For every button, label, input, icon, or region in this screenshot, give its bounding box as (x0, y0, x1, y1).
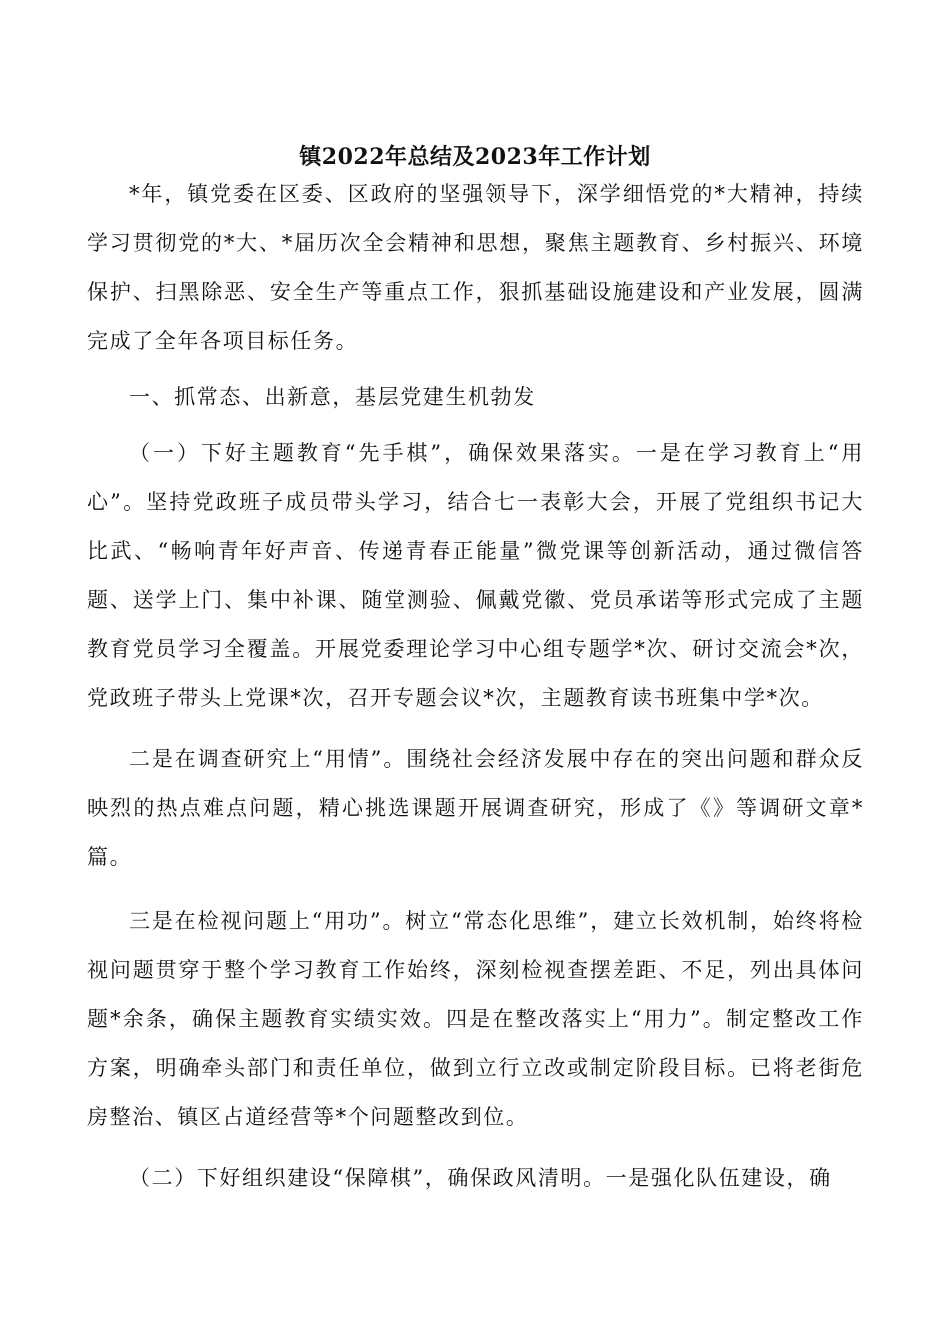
document-title: 镇2022年总结及2023年工作计划 (299, 144, 651, 170)
paragraph-research: 二是在调查研究上“用情”。围绕社会经济发展中存在的突出问题和群众反映烈的热点难点问题，精心挑选课题开展调查研究，形成了《》等调研文章*篇。 (87, 747, 864, 869)
paragraph-intro: *年，镇党委在区委、区政府的坚强领导下，深学细悟党的*大精神，持续学习贯彻党的*大、*届历次全会精神和思想，聚焦主题教育、乡村振兴、环境保护、扫黑除恶、安全生产等重点工作，狠抓基础设施建设和产业发展，圆满完成了全年各项目标任务。 (87, 182, 864, 353)
paragraph-subsection-1: （一）下好主题教育“先手棋”，确保效果落实。一是在学习教育上“用心”。坚持党政班子成员带头学习，结合七一表彰大会，开展了党组织书记大比武、“畅响青年好声音、传递青春正能量”微党课等创新活动，通过微信答题、送学上门、集中补课、随堂测验、佩戴党徽、党员承诺等形式完成了主题教育党员学习全覆盖。开展党委理论学习中心组专题学*次、研讨交流会*次，党政班子带头上党课*次，召开专题会议*次，主题教育读书班集中学*次。 (87, 441, 864, 710)
document-body (87, 170, 864, 1203)
section-heading-1: 一、抓常态、出新意，基层党建生机勃发 (129, 385, 536, 409)
paragraph-inspection: 三是在检视问题上“用功”。树立“常态化思维”，建立长效机制，始终将检视问题贯穿于整个学习教育工作始终，深刻检视查摆差距、不足，列出具体问题*余条，确保主题教育实绩实效。四是在整改落实上“用力”。制定整改工作方案，明确牵头部门和责任单位，做到立行立改或制定阶段目标。已将老街危房整治、镇区占道经营等*个问题整改到位。 (87, 909, 864, 1129)
paragraph-subsection-2: （二）下好组织建设“保障棋”，确保政风清明。一是强化队伍建设，确 (129, 1166, 832, 1190)
